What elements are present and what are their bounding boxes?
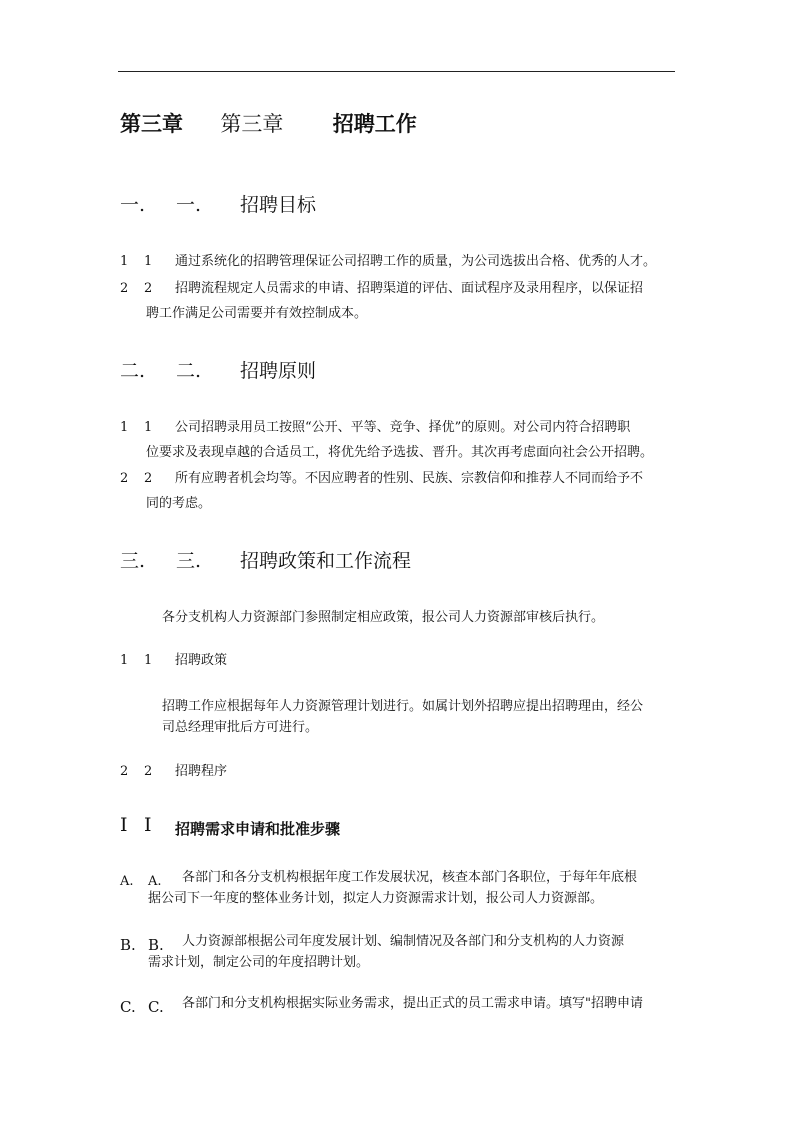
section-number: 一. — [120, 194, 146, 216]
step-letter: C. — [148, 998, 164, 1016]
step-letter: B. — [120, 936, 136, 954]
section-number: 二. — [176, 360, 202, 382]
item-number: 1 — [144, 254, 153, 269]
principle-text: 所有应聘者机会均等。不因应聘者的性别、民族、宗教信仰和推荐人不同而给予不 — [175, 471, 644, 486]
chapter-number: 第三章 — [220, 112, 284, 136]
item-number: 1 — [120, 254, 129, 269]
item-number: 1 — [144, 420, 153, 435]
section-heading-goals — [120, 190, 317, 217]
section-number: 三. — [176, 550, 202, 572]
policy-text-cont: 司总经理审批后方可进行。 — [162, 720, 319, 735]
subsection-number: I — [120, 814, 128, 836]
goal-text: 招聘流程规定人员需求的申请、招聘渠道的评估、面试程序及录用程序，以保证招 — [175, 281, 644, 296]
goal-text-cont: 聘工作满足公司需要并有效控制成本。 — [146, 306, 368, 321]
section-number: 二. — [120, 360, 146, 382]
step-letter: B. — [148, 936, 164, 954]
item-number: 2 — [144, 471, 153, 486]
subsection-number: I — [144, 814, 152, 836]
chapter-number-bold: 第三章 — [120, 111, 183, 136]
item-number: 2 — [120, 471, 129, 486]
step-letter: A. — [148, 874, 162, 889]
item-number: 2 — [144, 281, 153, 296]
step-text-cont: 据公司下一年度的整体业务计划，拟定人力资源需求计划，报公司人力资源部。 — [148, 891, 604, 906]
policy-text: 招聘工作应根据每年人力资源管理计划进行。如属计划外招聘应提出招聘理由，经公 — [162, 699, 644, 714]
principle-text-cont: 位要求及表现卓越的合适员工，将优先给予选拔、晋升。其次再考虑面向社会公开招聘。 — [146, 445, 654, 460]
section-number: 三. — [120, 550, 146, 572]
chapter-heading — [120, 108, 417, 138]
goal-text: 通过系统化的招聘管理保证公司招聘工作的质量，为公司选拔出合格、优秀的人才。 — [175, 254, 657, 269]
policy-item-label: 招聘政策 — [175, 653, 228, 668]
step-letter: C. — [120, 998, 136, 1016]
subsection-title: 招聘需求申请和批准步骤 — [175, 820, 341, 838]
section-title: 招聘原则 — [240, 360, 317, 382]
item-number: 1 — [120, 653, 129, 668]
policy-item-label: 招聘程序 — [175, 764, 228, 779]
item-number: 2 — [144, 764, 153, 779]
item-number: 2 — [120, 281, 129, 296]
section-heading-policy — [120, 546, 412, 573]
principle-text: 公司招聘录用员工按照“公开、平等、竞争、择优”的原则。对公司内符合招聘职 — [175, 420, 631, 435]
principle-text-cont: 同的考虑。 — [146, 496, 212, 511]
item-number: 1 — [144, 653, 153, 668]
step-text-cont: 需求计划，制定公司的年度招聘计划。 — [148, 955, 370, 970]
item-number: 2 — [120, 764, 129, 779]
step-text: 各部门和分支机构根据实际业务需求，提出正式的员工需求申请。填写"招聘申请 — [182, 996, 643, 1011]
section-title: 招聘政策和工作流程 — [240, 550, 412, 572]
policy-intro: 各分支机构人力资源部门参照制定相应政策，报公司人力资源部审核后执行。 — [162, 610, 605, 625]
chapter-title: 招聘工作 — [332, 111, 417, 136]
section-heading-principles — [120, 356, 317, 383]
section-title: 招聘目标 — [240, 194, 317, 216]
step-text: 各部门和各分支机构根据年度工作发展状况，核查本部门各职位，于每年年底根 — [182, 870, 638, 885]
header-rule — [118, 71, 675, 72]
item-number: 1 — [120, 420, 129, 435]
step-letter: A. — [120, 874, 134, 889]
step-text: 人力资源部根据公司年度发展计划、编制情况及各部门和分支机构的人力资源 — [182, 934, 625, 949]
section-number: 一. — [176, 194, 202, 216]
